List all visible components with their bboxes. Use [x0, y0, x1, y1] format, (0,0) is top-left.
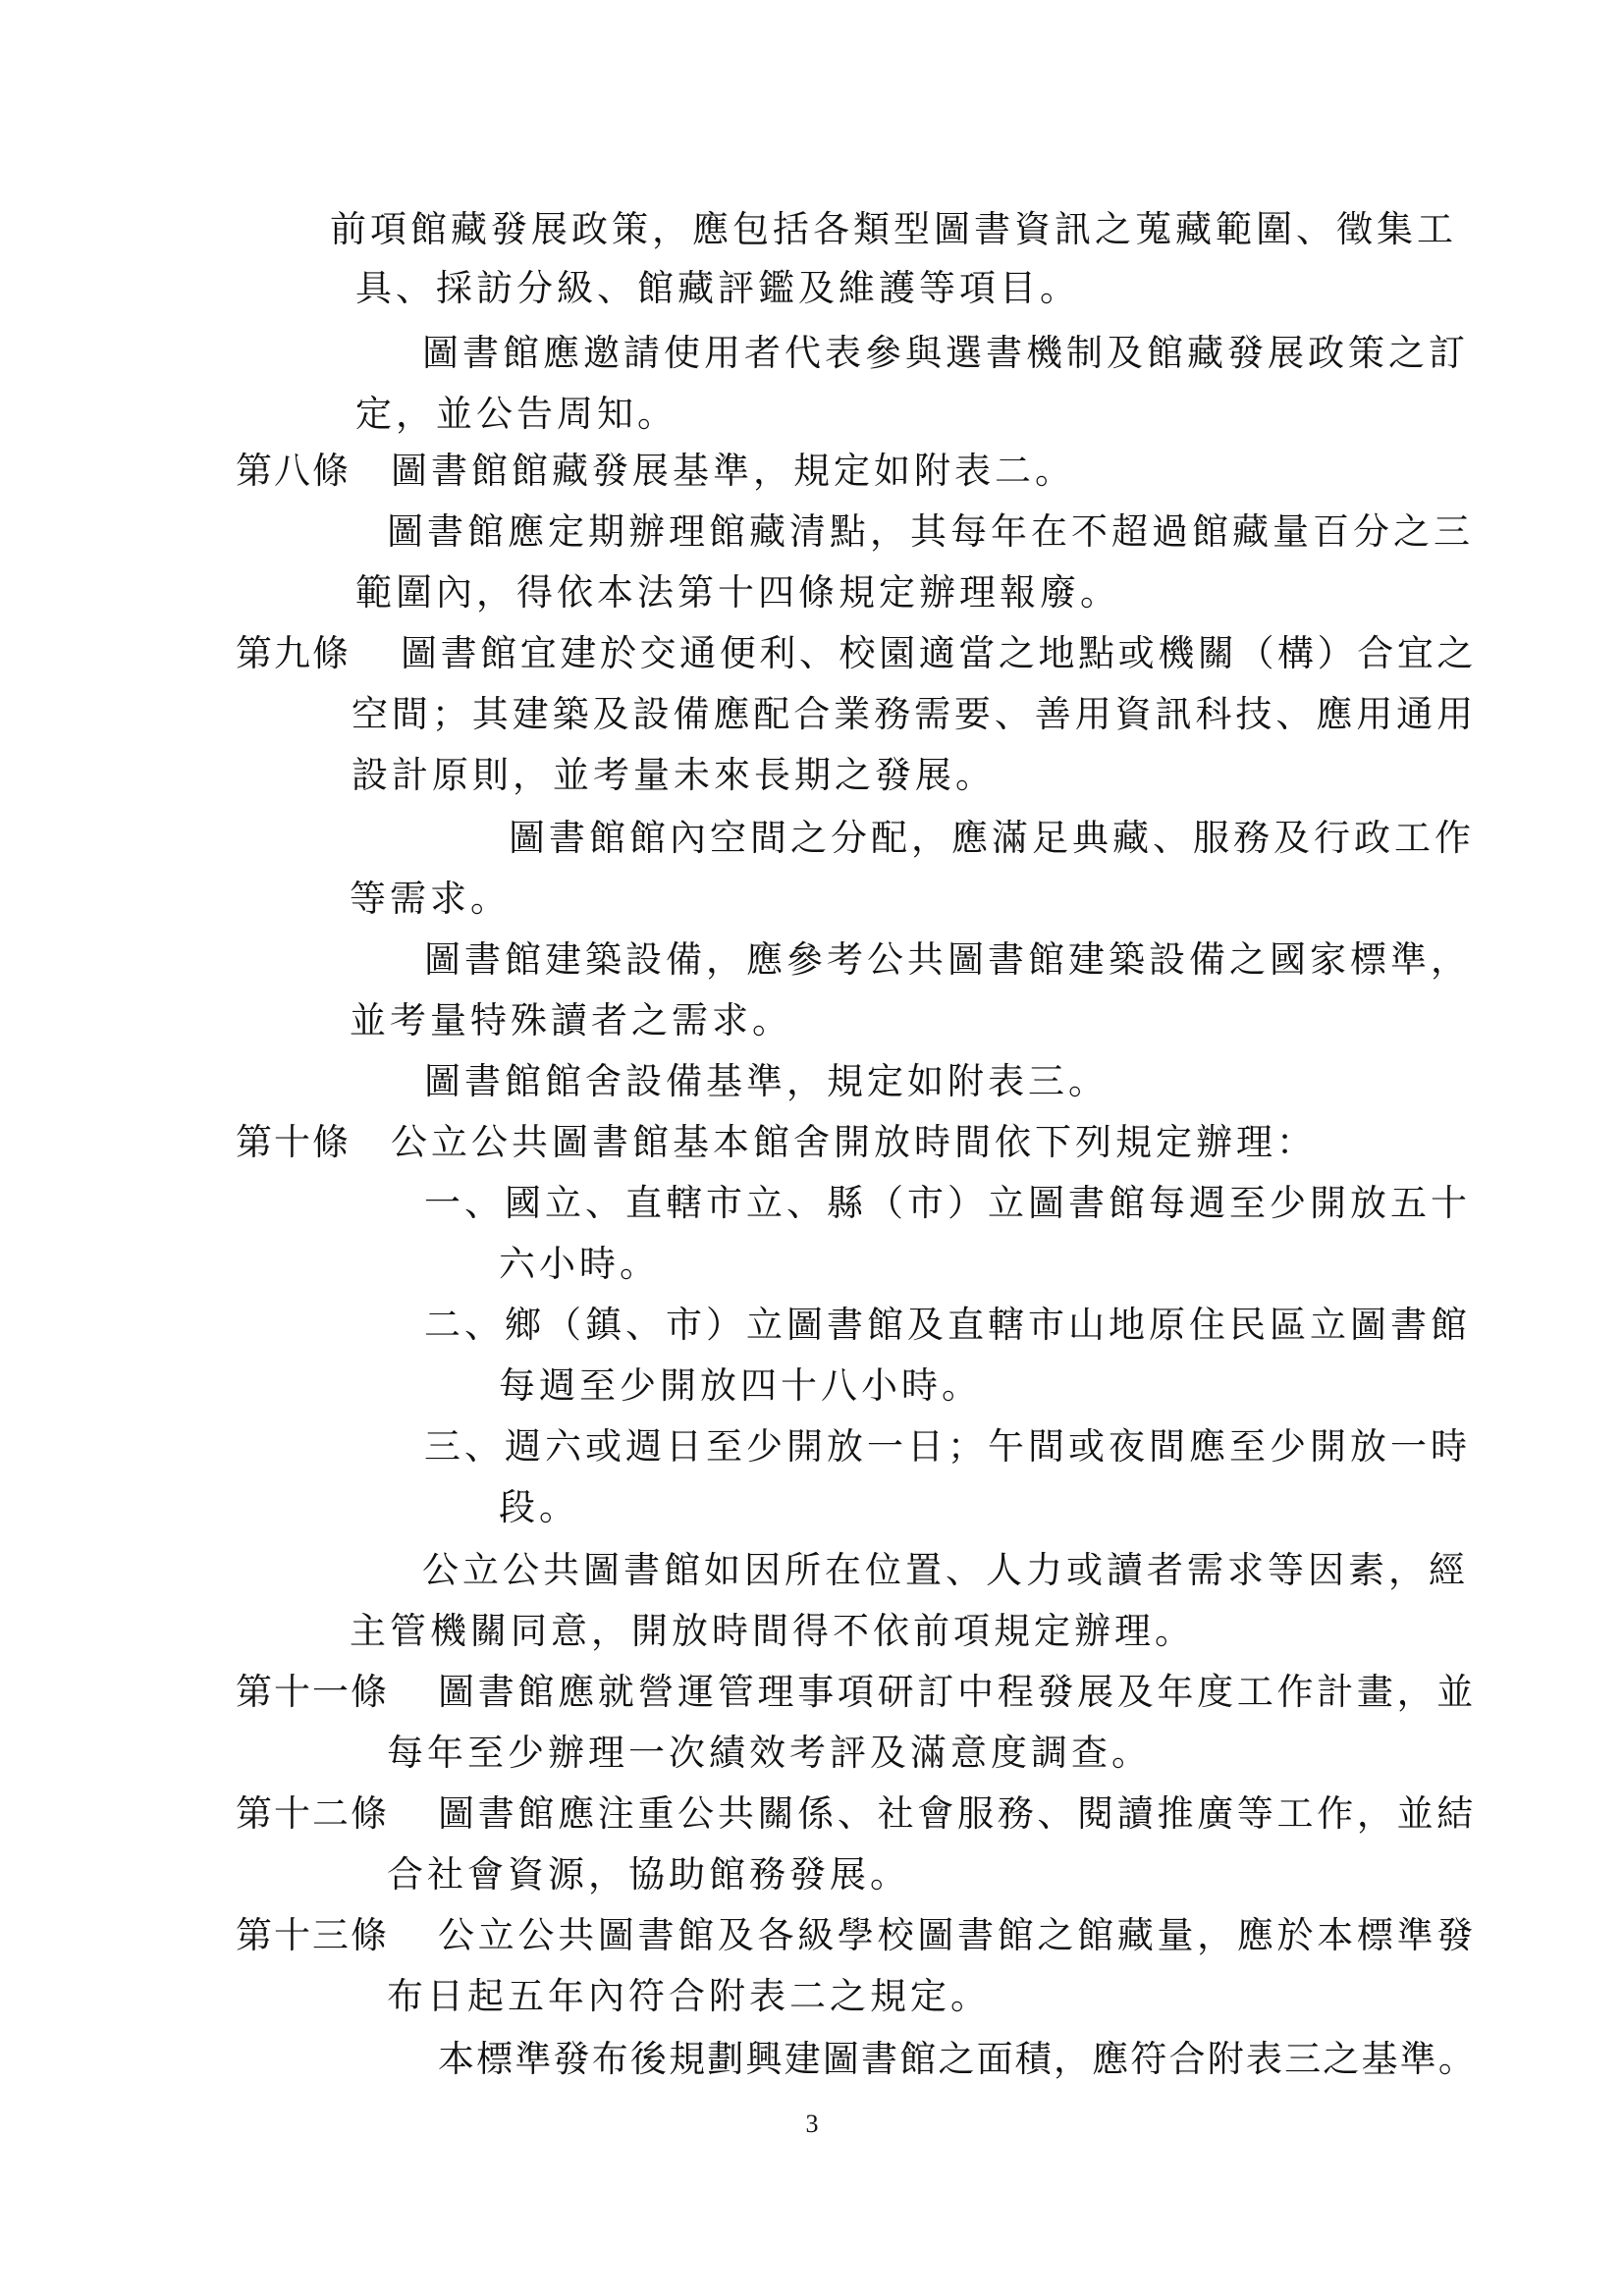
article-7-para2-line2: 定，並公告周知。	[355, 393, 677, 435]
article-12-line2: 合社會資源，協助館務發展。	[387, 1853, 910, 1896]
article-8-para2-line1: 圖書館應定期辦理館藏清點，其每年在不超過館藏量百分之三	[387, 510, 1474, 553]
article-13-line2: 布日起五年內符合附表二之規定。	[387, 1975, 991, 2017]
article-13-para2-line1: 本標準發布後規劃興建圖書館之面積，應符合附表三之基準。	[438, 2038, 1477, 2080]
article-10-line1: 公立公共圖書館基本館舍開放時間依下列規定辦理：	[391, 1121, 1317, 1163]
article-9-line2: 空間；其建築及設備應配合業務需要、善用資訊科技、應用通用	[352, 693, 1477, 735]
article-11-line1: 圖書館應就營運管理事項研訂中程發展及年度工作計畫，並	[438, 1671, 1477, 1713]
article-9-para3-line2: 並考量特殊讀者之需求。	[350, 999, 792, 1041]
article-9-line3: 設計原則，並考量未來長期之發展。	[352, 754, 996, 796]
article-10-para2-line1: 公立公共圖書館如因所在位置、人力或讀者需求等因素，經	[422, 1549, 1469, 1591]
article-10-item2-line1: 二、鄉（鎮、市）立圖書館及直轄市山地原住民區立圖書館	[424, 1304, 1471, 1346]
article-7-para1-line2: 具、採訪分級、館藏評鑑及維護等項目。	[355, 267, 1080, 309]
article-8-line1: 圖書館館藏發展基準，規定如附表二。	[391, 450, 1075, 492]
article-10-item3-line2: 段。	[499, 1486, 579, 1528]
article-10-para2-line2: 主管機關同意，開放時間得不依前項規定辦理。	[350, 1610, 1195, 1652]
article-9-para2-line2: 等需求。	[350, 878, 511, 920]
article-13-line1: 公立公共圖書館及各級學校圖書館之館藏量，應於本標準發	[438, 1914, 1477, 1956]
article-9-para2-line1: 圖書館館內空間之分配，應滿足典藏、服務及行政工作	[509, 817, 1475, 859]
article-9-line1: 圖書館宜建於交通便利、校園適當之地點或機關（構）合宜之	[401, 632, 1477, 674]
article-8-label: 第八條	[236, 450, 351, 492]
article-9-para4-line1: 圖書館館舍設備基準，規定如附表三。	[424, 1060, 1109, 1102]
article-9-label: 第九條	[236, 632, 351, 674]
article-10-item1-line2: 六小時。	[499, 1243, 660, 1285]
article-9-para3-line1: 圖書館建築設備，應參考公共圖書館建築設備之國家標準，	[424, 938, 1471, 981]
page-number: 3	[805, 2109, 819, 2138]
article-10-item2-line2: 每週至少開放四十八小時。	[499, 1364, 982, 1407]
article-10-label: 第十條	[236, 1121, 351, 1163]
article-8-para2-line2: 範圍內，得依本法第十四條規定辦理報廢。	[355, 571, 1120, 614]
article-11-label: 第十一條	[236, 1671, 389, 1713]
article-12-label: 第十二條	[236, 1792, 389, 1835]
article-12-line1: 圖書館應注重公共關係、社會服務、閱讀推廣等工作，並結	[438, 1792, 1477, 1835]
article-10-item3-line1: 三、週六或週日至少開放一日；午間或夜間應至少開放一時	[424, 1425, 1471, 1468]
article-10-item1-line1: 一、國立、直轄市立、縣（市）立圖書館每週至少開放五十	[424, 1182, 1471, 1224]
article-7-para1-line1: 前項館藏發展政策，應包括各類型圖書資訊之蒐藏範圍、徵集工	[330, 208, 1457, 250]
article-7-para2-line1: 圖書館應邀請使用者代表參與選書機制及館藏發展政策之訂	[422, 332, 1469, 374]
article-13-label: 第十三條	[236, 1914, 389, 1956]
article-11-line2: 每年至少辦理一次績效考評及滿意度調查。	[387, 1732, 1152, 1774]
